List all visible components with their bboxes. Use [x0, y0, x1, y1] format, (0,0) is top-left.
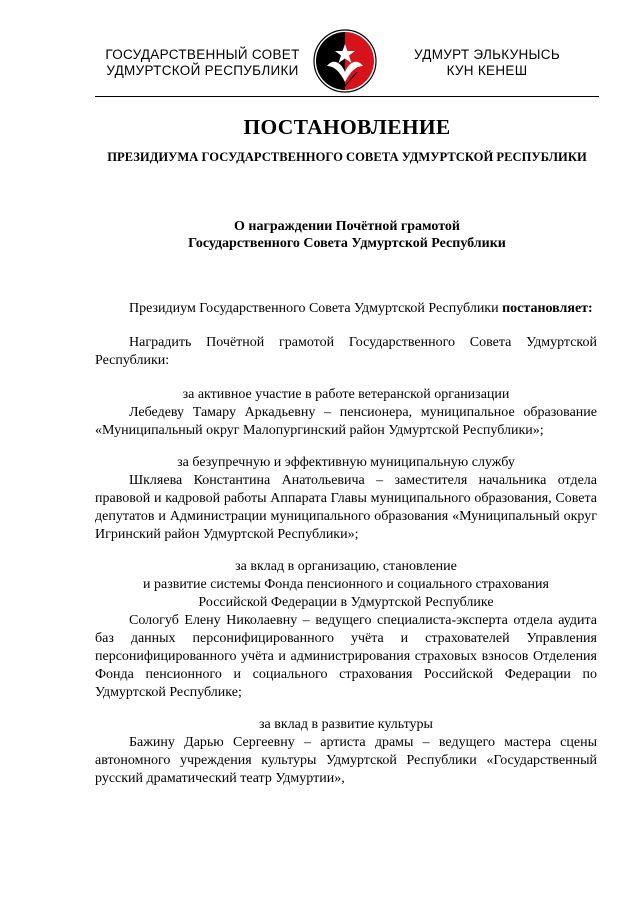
- award-section: [95, 716, 597, 788]
- intro-text: Президиум Государственного Совета Удмуртской Республики: [129, 301, 503, 316]
- header-right-line1: УДМУРТ ЭЛЬКУНЫСЬ: [413, 47, 560, 62]
- header-left: [90, 47, 315, 79]
- document-body: [95, 300, 597, 788]
- award-reason: за вклад в развитие культуры: [259, 717, 433, 732]
- heading-line-2: Государственного Совета Удмуртской Республики: [188, 236, 506, 251]
- document-subtitle: ПРЕЗИДИУМА ГОСУДАРСТВЕННОГО СОВЕТА УДМУРТСКОЙ РЕСПУБЛИКИ: [107, 150, 587, 164]
- award-section: [95, 386, 597, 440]
- header-left-line2: УДМУРТСКОЙ РЕСПУБЛИКИ: [106, 63, 299, 78]
- award-reason: за безупречную и эффективную муниципальную службу: [177, 455, 515, 470]
- award-reason: Российской Федерации в Удмуртской Республике: [198, 595, 494, 610]
- award-recipient: Шкляева Константина Анатольевича – заместителя начальника отдела правовой и кадровой работы Аппарата Главы муниципального образования, Совета депутатов и Администрации муниципального образования «Муниципальный округ Игринский район Удмуртской Республики»;: [95, 473, 597, 542]
- intro-paragraph: [95, 300, 597, 318]
- header-right: [392, 47, 582, 79]
- award-reason: за активное участие в работе ветеранской организации: [182, 387, 510, 402]
- document-heading: [95, 218, 599, 252]
- heading-line-1: О награждении Почётной грамотой: [234, 219, 460, 234]
- award-section: [95, 454, 597, 544]
- award-reason: и развитие системы Фонда пенсионного и социального страхования: [143, 577, 549, 592]
- intro-bold: постановляет:: [502, 301, 593, 316]
- award-paragraph: Наградить Почётной грамотой Государственного Совета Удмуртской Республики:: [95, 335, 597, 368]
- header-right-line2: КУН КЕНЕШ: [446, 63, 528, 78]
- award-reason: за вклад в организацию, становление: [235, 559, 457, 574]
- award-section: [95, 558, 597, 702]
- award-recipient: Лебедеву Тамару Аркадьевну – пенсионера, муниципальное образование «Муниципальный округ Малопургинский район Удмуртской Республики»;: [95, 405, 597, 438]
- award-recipient: Бажину Дарью Сергеевну – артиста драмы – ведущего мастера сцены автономного учреждения культуры Удмуртской Республики «Государственный русский драматический театр Удмуртии»,: [95, 735, 597, 786]
- award-recipient: Сологуб Елену Николаевну – ведущего специалиста-эксперта отдела аудита баз данных персонифицированного учёта и страхователей Управления персонифицированного учёта и администрирования страховых взносов Отделения Фонда пенсионного и социального страхования Российской Федерации по Удмуртской Республике;: [95, 613, 597, 700]
- document-title: ПОСТАНОВЛЕНИЕ: [243, 115, 451, 139]
- header-divider: [95, 96, 599, 97]
- udmurt-coat-of-arms-icon: [313, 28, 377, 94]
- header-left-line1: ГОСУДАРСТВЕННЫЙ СОВЕТ: [105, 47, 300, 62]
